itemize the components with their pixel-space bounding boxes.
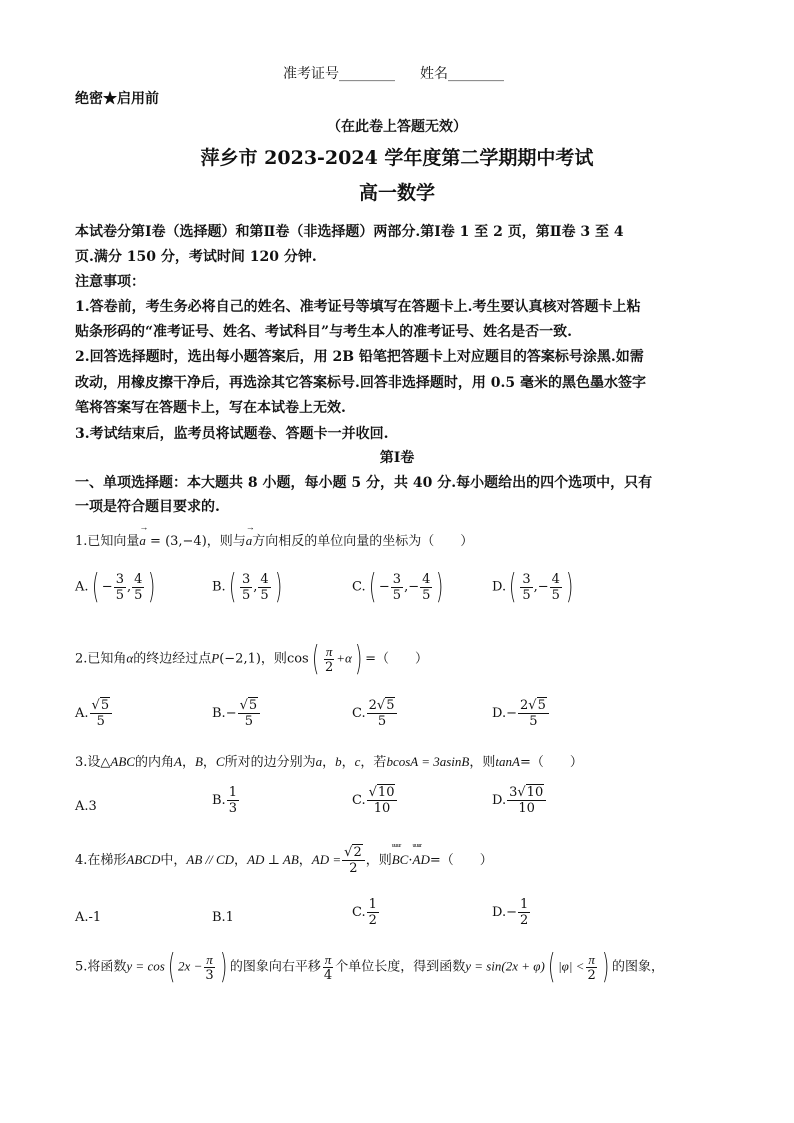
secret-mark: 绝密★启用前	[75, 91, 159, 107]
exam-title: 萍乡市 2023-2024 学年度第二学期期中考试	[200, 147, 594, 169]
q3-option-b: B. $\frac{1}{3}$	[212, 785, 237, 816]
q1-stem-end: 方向相反的单位向量的坐标为（ ）	[252, 534, 474, 549]
q4-option-c: C. $\frac{1}{2}$	[352, 897, 377, 928]
ticket-number-label: 准考证号________	[283, 66, 395, 82]
q2-option-c: C. $\frac{2√5}{5}$	[352, 698, 398, 729]
q4-option-b: B.1	[212, 910, 234, 925]
note-2-b: 改动，用橡皮擦干净后，再选涂其它答案标号.回答非选择题时，用 0.5 毫米的黑色墨水签字	[75, 375, 646, 391]
q1-option-c: C.( − $\frac{3}{5}$ ,− $\frac{4}{5}$ )	[352, 567, 444, 607]
q1-vector-a-2: → a	[246, 533, 253, 549]
section-heading-b: 一项是符合题目要求的.	[75, 499, 220, 515]
intro-line-2: 页.满分 150 分，考试时间 120 分钟.	[75, 249, 317, 265]
q4-option-a: A.-1	[75, 910, 102, 925]
intro-line-1: 本试卷分第Ⅰ卷（选择题）和第Ⅱ卷（非选择题）两部分.第Ⅰ卷 1 至 2 页，第Ⅱ卷 3 至 4	[75, 224, 624, 240]
notes-title: 注意事项：	[75, 274, 145, 290]
q1-vector-a: → a	[139, 533, 146, 549]
note-3: 3.考试结束后，监考员将试题卷、答题卡一并收回.	[75, 426, 389, 442]
q1-option-a: A.( − $\frac{3}{5}$ , $\frac{4}{5}$ )	[75, 567, 156, 607]
note-2-a: 2.回答选择题时，选出每小题答案后，用 2B 铅笔把答题卡上对应题目的答案标号涂黑.如需	[75, 349, 644, 365]
invalid-notice: （在此卷上答题无效）	[327, 119, 467, 135]
q4-option-d: D.− $\frac{1}{2}$	[492, 897, 529, 928]
question-2: 2.已知角α的终边经过点P(−2,1)，则cos( $\frac{\pi}{2}$ +α) =（ ）	[75, 639, 429, 679]
q1-prefix: 1.已知向量	[75, 534, 140, 549]
question-3: 3.设△ABC的内角A，B，C所对的边分别为a，b，c，若bcosA = 3asinB，则tanA=（ ）	[75, 754, 583, 770]
note-1-a: 1.答卷前，考生务必将自己的姓名、准考证号等填写在答题卡上.考生要认真核对答题卡上粘	[75, 299, 641, 315]
q1-option-d: D.( $\frac{3}{5}$ ,− $\frac{4}{5}$ )	[492, 567, 574, 607]
name-label: 姓名________	[420, 66, 504, 82]
q3-option-c: C. $\frac{√10}{10}$	[352, 785, 398, 816]
note-2-c: 笔将答案写在答题卡上，写在本试卷上无效.	[75, 400, 346, 416]
note-1-b: 贴条形码的“准考证号、姓名、考试科目”与考生本人的准考证号、姓名是否一致.	[75, 324, 572, 340]
q1-option-b: B.( $\frac{3}{5}$ , $\frac{4}{5}$ )	[212, 567, 282, 607]
q3-option-a: A.3	[75, 799, 97, 814]
q1-vector-value: = (3,−4)	[145, 534, 207, 549]
q2-option-a: A. $\frac{√5}{5}$	[75, 698, 113, 729]
subject-title: 高一数学	[358, 182, 435, 204]
q2-option-d: D.− $\frac{2√5}{5}$	[492, 698, 550, 729]
section-heading-a: 一、单项选择题：本大题共 8 小题，每小题 5 分，共 40 分.每小题给出的四个选项中，只有	[75, 475, 653, 491]
question-4: 4.在梯形ABCD中，AB // CD，AD ⊥ AB，AD = $\frac{√2}{2}$ ，则uuur BC·uuur AD=（ ）	[75, 845, 493, 876]
q3-option-d: D. $\frac{3√10}{10}$	[492, 785, 547, 816]
q2-option-b: B.− $\frac{√5}{5}$	[212, 698, 261, 729]
volume-label: 第Ⅰ卷	[379, 450, 415, 466]
question-5: 5.将函数y = cos( 2x − $\frac{\pi}{3}$ ) 的图象向右平移 $\frac{\pi}{4}$ 个单位长度，得到函数y = sin(2x + φ)( |φ| < $\frac{\pi}{2}$ ) 的图象，	[75, 947, 665, 987]
question-1	[75, 530, 473, 549]
q1-mid: ，则与	[206, 534, 246, 549]
